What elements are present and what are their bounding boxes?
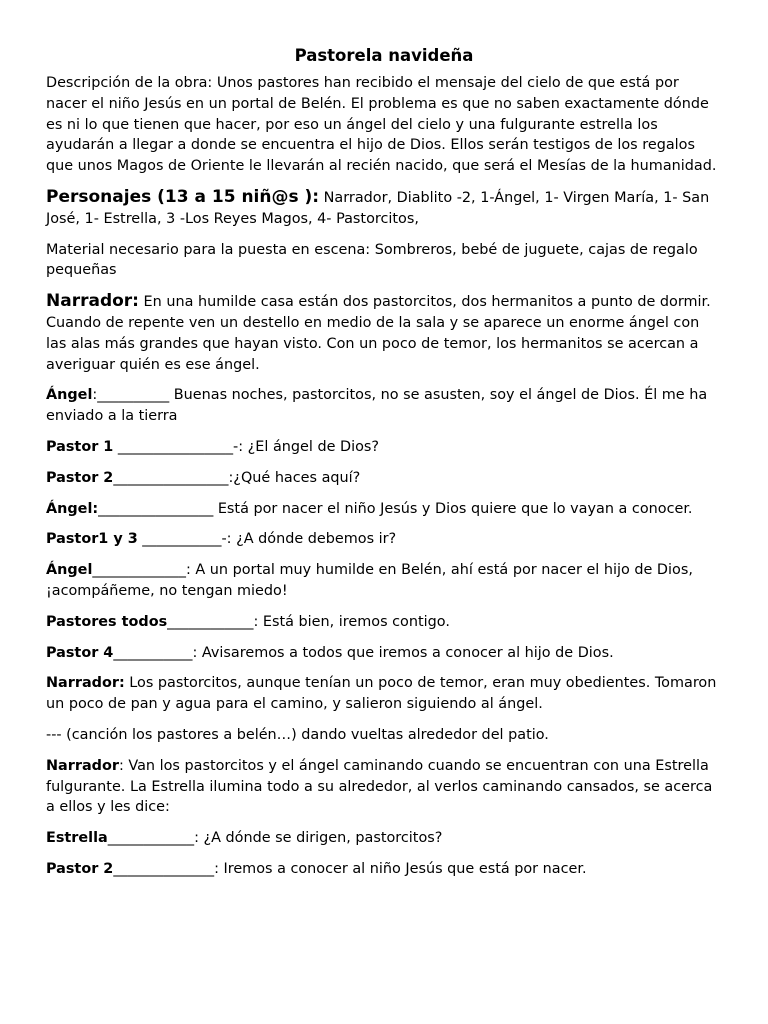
speaker: Ángel bbox=[46, 562, 93, 579]
line-text: En una humilde casa están dos pastorcitos, dos hermanitos a punto de dormir. Cuando de repente ven un destello en medio de la sala y se aparece un enorme ángel con las alas más grandes que hayan visto. Con un poco de temor, los hermanitos se acercan a averiguar quién es ese ángel. bbox=[46, 294, 711, 373]
line-text: : A un portal muy humilde en Belén, ahí está por nacer el hijo de Dios, ¡acompáñeme, no tengan miedo! bbox=[46, 562, 693, 599]
blank-line: ___________ bbox=[137, 531, 222, 548]
blank-line: ____________ bbox=[167, 613, 254, 630]
script-line bbox=[46, 499, 722, 520]
blank-line: :__________ bbox=[92, 387, 170, 404]
script-line bbox=[46, 529, 722, 550]
speaker: Narrador bbox=[46, 757, 119, 774]
script-line bbox=[46, 385, 722, 427]
characters-heading: Personajes (13 a 15 niñ@s ): bbox=[46, 186, 320, 207]
line-text: : Van los pastorcitos y el ángel caminando cuando se encuentran con una Estrella fulgurante. La Estrella ilumina todo a su alrededor, al verlos caminando cansados, se acerca a ellos y les dice: bbox=[46, 757, 713, 816]
speaker: Pastor 1 bbox=[46, 438, 114, 455]
script-line bbox=[46, 437, 722, 458]
material-paragraph: Material necesario para la puesta en escena: Sombreros, bebé de juguete, cajas de regalo pequeñas bbox=[46, 241, 698, 279]
script-line bbox=[46, 560, 722, 602]
line-text: Está por nacer el niño Jesús y Dios quiere que lo vayan a conocer. bbox=[213, 500, 693, 517]
blank-line: ____________ bbox=[107, 830, 195, 847]
blank-line: ___________ bbox=[113, 644, 193, 661]
script-line bbox=[46, 468, 722, 489]
line-text: : Iremos a conocer al niño Jesús que está por nacer. bbox=[214, 860, 587, 877]
document-title: Pastorela navideña bbox=[294, 46, 474, 65]
speaker: Ángel: bbox=[46, 500, 99, 517]
blank-line: _____________ bbox=[92, 562, 186, 579]
script-line bbox=[46, 828, 722, 849]
speaker: Estrella bbox=[46, 830, 108, 847]
script-line bbox=[46, 673, 722, 715]
line-text: : Avisaremos a todos que iremos a conocer al hijo de Dios. bbox=[192, 644, 614, 661]
line-text: :¿Qué haces aquí? bbox=[228, 469, 361, 486]
script-line bbox=[46, 756, 722, 818]
line-text: -: ¿A dónde debemos ir? bbox=[221, 531, 397, 548]
line-text: : ¿A dónde se dirigen, pastorcitos? bbox=[194, 830, 443, 847]
blank-line: ________________ bbox=[113, 469, 229, 486]
blank-line: ________________ bbox=[98, 500, 214, 517]
speaker: Pastor1 y 3 bbox=[46, 531, 138, 548]
script-line bbox=[46, 291, 722, 375]
play-description: Descripción de la obra: Unos pastores han recibido el mensaje del cielo de que está por nacer el niño Jesús en un portal de Belén. El problema es que no saben exactamente dónde es ni lo que tienen que hacer, por eso un ángel del cielo y una fulgurante estrella los ayudarán a llegar a donde se encuentra el hijo de Dios. Ellos serán testigos de los regalos que unos Magos de Oriente le llevarán al recién nacido, que será el Mesías de la humanidad. bbox=[46, 75, 717, 175]
characters-list: Narrador, Diablito -2, 1-Ángel, 1- Virgen María, 1- San José, 1- Estrella, 3 -Los Reyes Magos, 4- Pastorcitos, bbox=[46, 189, 710, 227]
line-text: : Está bien, iremos contigo. bbox=[253, 613, 450, 630]
speaker: Pastor 2 bbox=[46, 469, 114, 486]
script-line bbox=[46, 612, 722, 633]
speaker: Pastores todos bbox=[46, 613, 168, 630]
speaker: Narrador: bbox=[46, 675, 125, 692]
speaker: Ángel bbox=[46, 387, 93, 404]
line-text: -: ¿El ángel de Dios? bbox=[233, 438, 380, 455]
speaker: Pastor 2 bbox=[46, 860, 114, 877]
line-text: Buenas noches, pastorcitos, no se asusten, soy el ángel de Dios. Él me ha enviado a la tierra bbox=[46, 387, 708, 425]
script-line bbox=[46, 643, 722, 664]
speaker: Narrador: bbox=[46, 291, 139, 312]
line-text: Los pastorcitos, aunque tenían un poco de temor, eran muy obedientes. Tomaron un poco de pan y agua para el camino, y salieron siguiendo al ángel. bbox=[46, 675, 717, 713]
blank-line: ________________ bbox=[113, 438, 234, 455]
script-line bbox=[46, 859, 722, 880]
stage-direction: --- (canción los pastores a belén…) dando vueltas alrededor del patio. bbox=[46, 726, 549, 743]
speaker: Pastor 4 bbox=[46, 644, 114, 661]
blank-line: ______________ bbox=[113, 860, 215, 877]
characters-paragraph bbox=[46, 187, 722, 230]
